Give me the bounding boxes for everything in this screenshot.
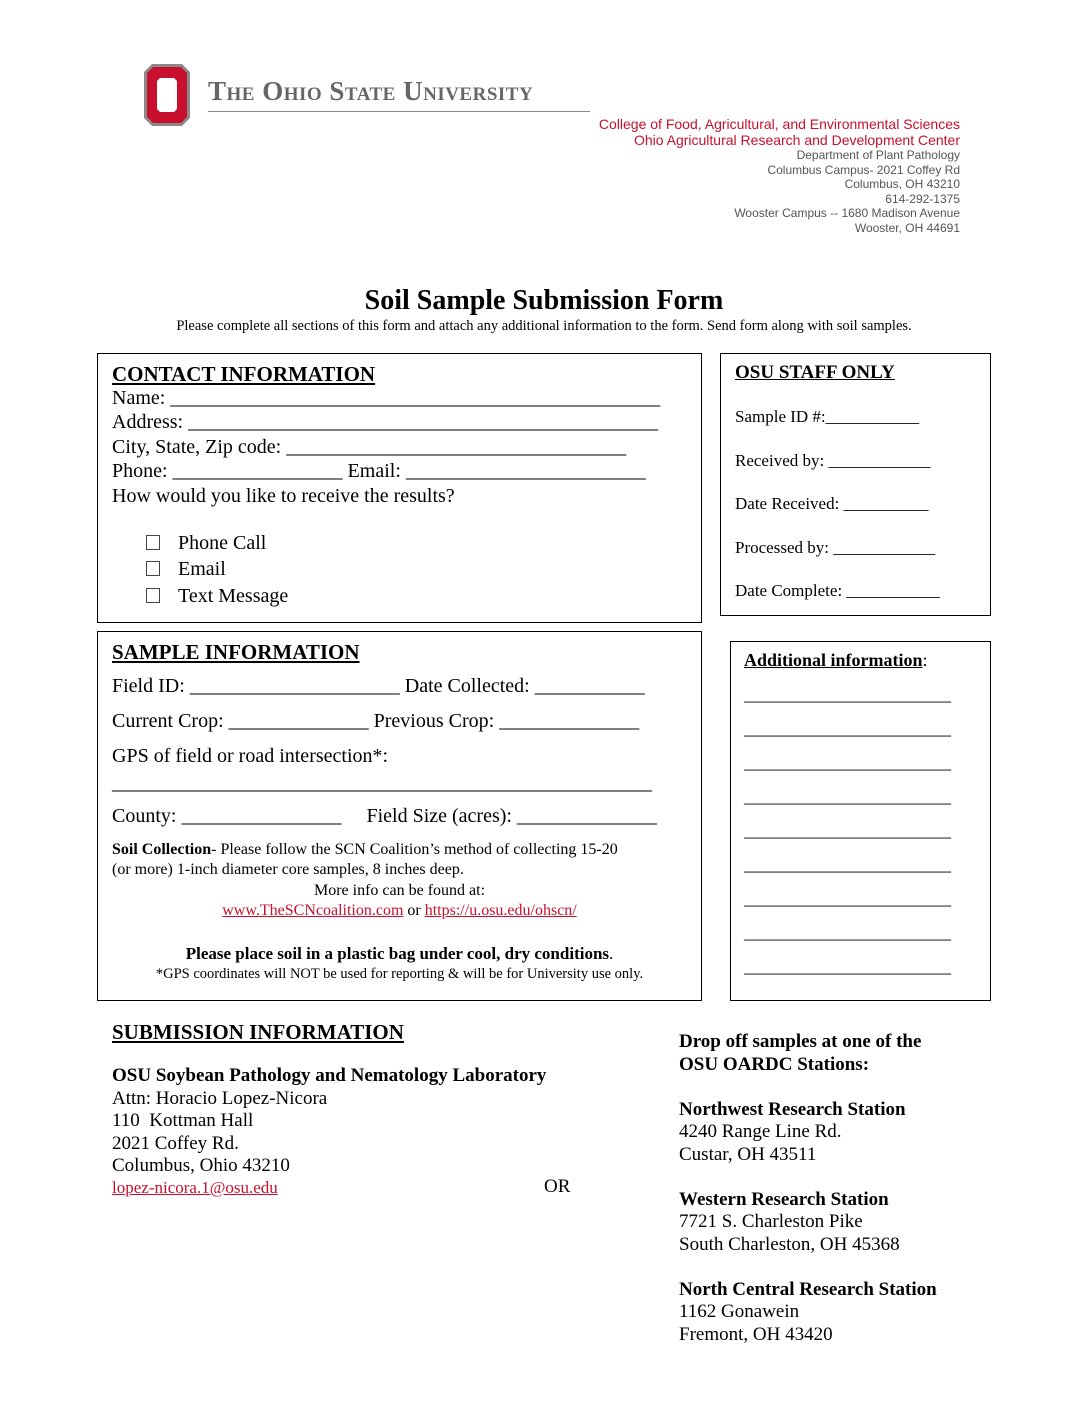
- checkbox-icon[interactable]: [146, 561, 160, 576]
- additional-line[interactable]: _______________________: [744, 820, 951, 840]
- additional-heading: [744, 650, 928, 671]
- osu-block-o-logo: [144, 64, 190, 126]
- station-name: North Central Research Station: [679, 1279, 937, 1300]
- soil-collection-instructions-2: (or more) 1-inch diameter core samples, 8 inches deep.: [112, 861, 464, 878]
- dropoff-intro: Drop off samples at one of the: [679, 1031, 922, 1052]
- links-line: [97, 902, 702, 920]
- phone-email-field[interactable]: Phone: _________________ Email: ________________________: [112, 460, 646, 482]
- contact-heading: CONTACT INFORMATION: [112, 362, 376, 386]
- current-previous-crop[interactable]: Current Crop: ______________ Previous Crop: ______________: [112, 710, 640, 732]
- option-label: Email: [178, 558, 226, 580]
- station-city: South Charleston, OH 45368: [679, 1234, 900, 1255]
- soil-collection-label: Soil Collection: [112, 841, 212, 858]
- gps-field[interactable]: ______________________________________________________: [112, 772, 652, 794]
- station-name: Western Research Station: [679, 1189, 889, 1210]
- form-subtitle: Please complete all sections of this form and attach any additional information to the form. Send form along with soil samples.: [176, 318, 912, 334]
- additional-line[interactable]: _______________________: [744, 684, 951, 704]
- processed-by-field[interactable]: Processed by: ____________: [735, 538, 936, 557]
- sample-id-field[interactable]: Sample ID #:___________: [735, 407, 920, 426]
- lab-email-link[interactable]: lopez-nicora.1@osu.edu: [112, 1178, 278, 1197]
- submission-heading: SUBMISSION INFORMATION: [112, 1020, 404, 1044]
- city-line: Columbus, Ohio 43210: [112, 1155, 290, 1176]
- dept-line: 614-292-1375: [885, 191, 960, 206]
- gps-disclaimer: *GPS coordinates will NOT be used for reporting & will be for University use only.: [155, 966, 644, 982]
- phone-call-checkbox[interactable]: [146, 532, 266, 555]
- station-name: Northwest Research Station: [679, 1099, 906, 1120]
- name-field[interactable]: Name: _________________________________________________: [112, 387, 661, 409]
- center-name: Ohio Agricultural Research and Development Center: [633, 132, 960, 148]
- email-checkbox[interactable]: [146, 558, 226, 581]
- additional-colon: :: [922, 650, 928, 670]
- field-id-date-collected[interactable]: Field ID: _____________________ Date Collected: ___________: [112, 675, 645, 697]
- or-text: or: [403, 902, 425, 919]
- station-address: 7721 S. Charleston Pike: [679, 1211, 863, 1232]
- station-city: Fremont, OH 43420: [679, 1324, 833, 1345]
- station-city: Custar, OH 43511: [679, 1144, 817, 1165]
- university-name: The Ohio State University: [208, 76, 534, 106]
- ohscn-link[interactable]: https://u.osu.edu/ohscn/: [424, 902, 577, 919]
- soil-collection-instructions: - Please follow the SCN Coalition’s method of collecting 15-20: [211, 841, 618, 858]
- dept-line: Wooster Campus -- 1680 Madison Avenue: [734, 206, 960, 220]
- date-complete-field[interactable]: Date Complete: ___________: [735, 581, 940, 600]
- scn-coalition-link[interactable]: www.TheSCNcoalition.com: [222, 902, 404, 919]
- text-message-checkbox[interactable]: [146, 585, 288, 608]
- header-divider: [208, 111, 590, 112]
- lab-name: OSU Soybean Pathology and Nematology Laboratory: [112, 1065, 547, 1086]
- or-separator: OR: [544, 1176, 571, 1197]
- place-soil-period: .: [609, 944, 614, 963]
- sample-heading: SAMPLE INFORMATION: [112, 640, 360, 664]
- gps-label: GPS of field or road intersection*:: [112, 745, 389, 767]
- attn-line: Attn: Horacio Lopez-Nicora: [112, 1088, 328, 1109]
- address-field[interactable]: Address: _______________________________________________: [112, 411, 659, 433]
- dept-line: Columbus, OH 43210: [844, 177, 960, 191]
- date-received-field[interactable]: Date Received: __________: [735, 494, 929, 513]
- received-by-field[interactable]: Received by: ____________: [735, 451, 931, 470]
- county-field-size[interactable]: County: ________________ Field Size (acres): ______________: [112, 805, 657, 827]
- place-soil-bold: Please place soil in a plastic bag under cool, dry conditions: [185, 944, 610, 963]
- station-address: 4240 Range Line Rd.: [679, 1121, 842, 1142]
- additional-line[interactable]: _______________________: [744, 922, 951, 942]
- soil-collection-text: [112, 841, 618, 859]
- city-state-zip-field[interactable]: City, State, Zip code: __________________________________: [112, 436, 627, 458]
- checkbox-icon[interactable]: [146, 535, 160, 550]
- staff-heading: OSU STAFF ONLY: [735, 362, 895, 383]
- additional-line[interactable]: _______________________: [744, 888, 951, 908]
- college-name: College of Food, Agricultural, and Environmental Sciences: [598, 116, 960, 132]
- additional-line[interactable]: _______________________: [744, 786, 951, 806]
- checkbox-icon[interactable]: [146, 588, 160, 603]
- option-label: Phone Call: [178, 532, 267, 554]
- form-title: Soil Sample Submission Form: [364, 285, 724, 316]
- more-info-text: More info can be found at:: [313, 882, 486, 899]
- additional-heading-label: Additional information: [744, 650, 923, 670]
- station-address: 1162 Gonawein: [679, 1301, 800, 1322]
- street-line-2: 2021 Coffey Rd.: [112, 1133, 239, 1154]
- additional-line[interactable]: _______________________: [744, 718, 951, 738]
- dept-line: Department of Plant Pathology: [796, 148, 960, 162]
- dept-line: Columbus Campus- 2021 Coffey Rd: [767, 162, 960, 177]
- additional-line[interactable]: _______________________: [744, 956, 951, 976]
- staff-only-box: [720, 353, 991, 616]
- dropoff-intro: OSU OARDC Stations:: [679, 1054, 870, 1075]
- street-line: 110 Kottman Hall: [112, 1110, 254, 1131]
- additional-line[interactable]: _______________________: [744, 854, 951, 874]
- department-address-block: [599, 116, 960, 235]
- place-soil-note: [97, 944, 702, 964]
- additional-line[interactable]: _______________________: [744, 752, 951, 772]
- dept-line: Wooster, OH 44691: [854, 220, 960, 235]
- results-question: How would you like to receive the results?: [112, 485, 455, 507]
- option-label: Text Message: [178, 585, 289, 607]
